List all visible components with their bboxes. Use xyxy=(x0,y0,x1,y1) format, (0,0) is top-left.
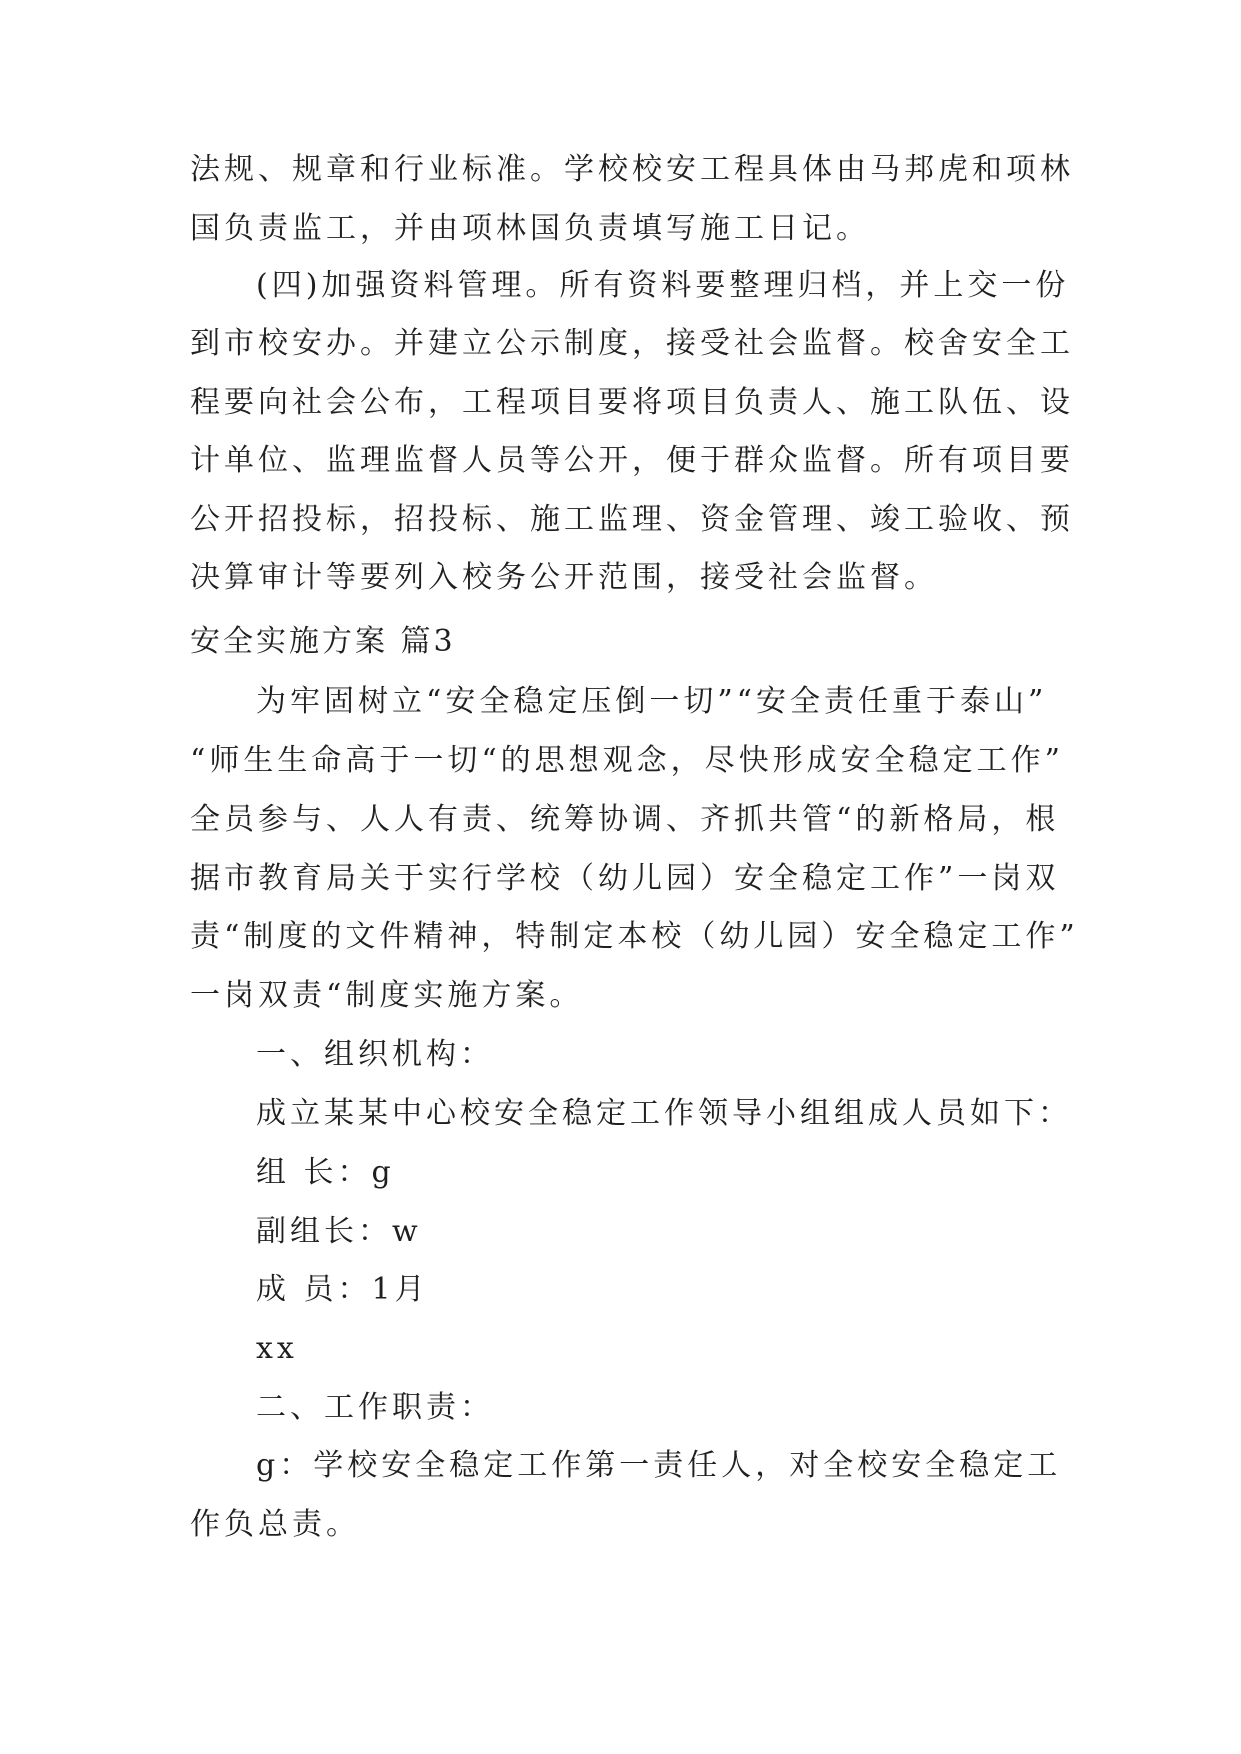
text-line: 作负总责。 xyxy=(190,1507,360,1542)
text-line: 法规、规章和行业标准。学校校安工程具体由马邦虎和项林 xyxy=(190,152,1074,187)
text-line: “师生生命高于一切“的思想观念，尽快形成安全稳定工作” xyxy=(190,743,1065,778)
text-line: 据市教育局关于实行学校（幼儿园）安全稳定工作”一岗双 xyxy=(190,861,1060,896)
section-heading: 安全实施方案 篇3 xyxy=(190,624,456,659)
text-line: 一岗双责“制度实施方案。 xyxy=(190,978,584,1013)
text-line: 程要向社会公布，工程项目要将项目负责人、施工队伍、设 xyxy=(190,385,1074,420)
text-line: 决算审计等要列入校务公开范围，接受社会监督。 xyxy=(190,560,938,595)
text-line: (四)加强资料管理。所有资料要整理归档，并上交一份 xyxy=(256,268,1070,303)
text-line: g：学校安全稳定工作第一责任人，对全校安全稳定工 xyxy=(256,1448,1062,1483)
text-line: 全员参与、人人有责、统筹协调、齐抓共管“的新格局，根 xyxy=(190,802,1060,837)
members-line: 成 员：1月 xyxy=(256,1272,429,1307)
subheading-organization: 一、组织机构： xyxy=(256,1037,494,1072)
text-line: 计单位、监理监督人员等公开，便于群众监督。所有项目要 xyxy=(190,443,1074,478)
text-line: 到市校安办。并建立公示制度，接受社会监督。校舍安全工 xyxy=(190,326,1074,361)
text-line: 国负责监工，并由项林国负责填写施工日记。 xyxy=(190,211,870,246)
text-line: 责“制度的文件精神，特制定本校（幼儿园）安全稳定工作” xyxy=(190,919,1079,954)
text-line: xx xyxy=(256,1331,298,1366)
text-line: 成立某某中心校安全稳定工作领导小组组成人员如下： xyxy=(256,1096,1072,1131)
subheading-duties: 二、工作职责： xyxy=(256,1390,494,1425)
text-line: 公开招投标，招投标、施工监理、资金管理、竣工验收、预 xyxy=(190,502,1074,537)
text-line: 为牢固树立“安全稳定压倒一切”“安全责任重于泰山” xyxy=(256,684,1048,719)
group-leader-line: 组 长：g xyxy=(256,1155,395,1190)
deputy-leader-line: 副组长：w xyxy=(256,1214,422,1249)
